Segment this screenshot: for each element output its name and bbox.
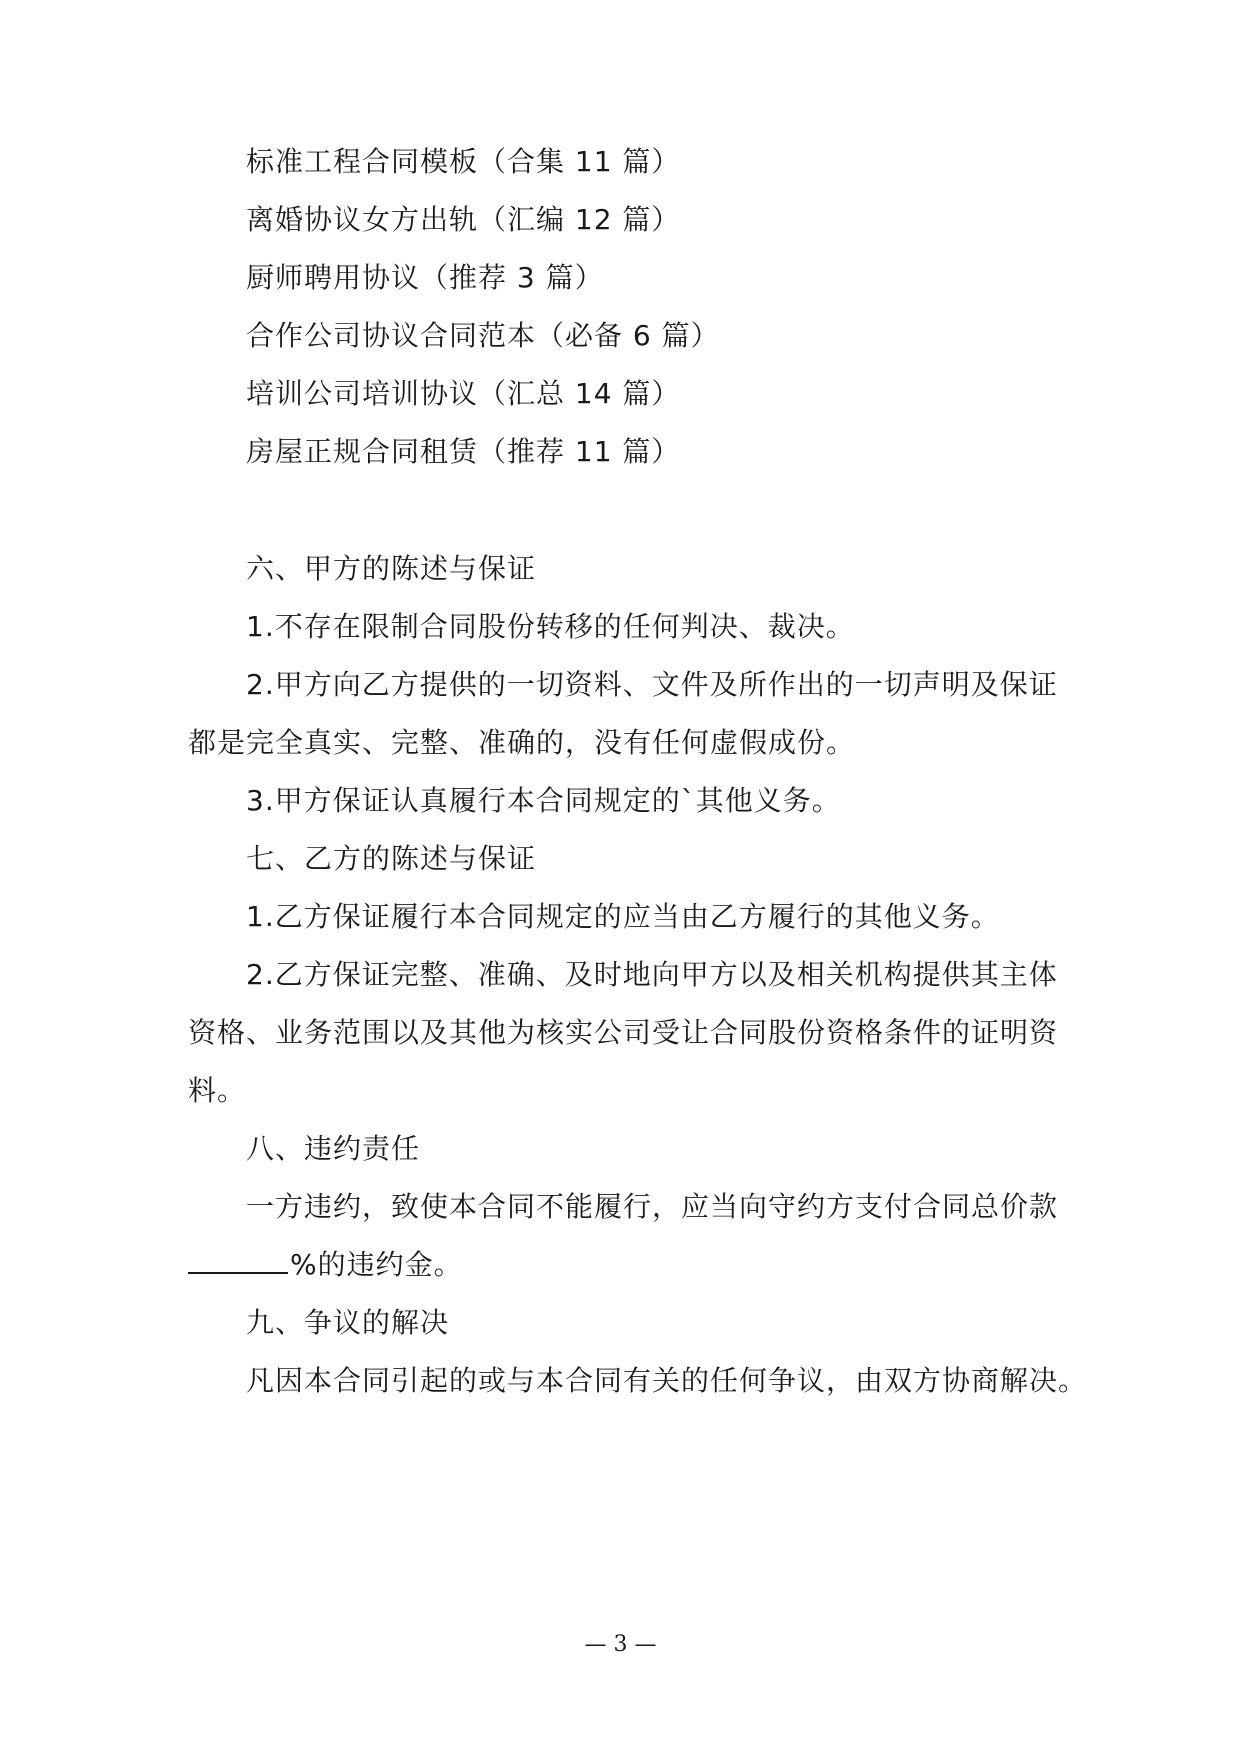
section-7-heading: 七、乙方的陈述与保证 bbox=[246, 842, 537, 875]
section-7-item-2-cont: 资格、业务范围以及其他为核实公司受让合同股份资格条件的证明资 bbox=[188, 1016, 1059, 1049]
related-link[interactable]: 厨师聘用协议（推荐 3 篇） bbox=[246, 261, 604, 294]
section-7-item-2-cont: 料。 bbox=[188, 1074, 247, 1107]
section-6-item-2-cont: 都是完全真实、完整、准确的，没有任何虚假成份。 bbox=[188, 726, 856, 759]
section-6-heading: 六、甲方的陈述与保证 bbox=[246, 552, 537, 585]
section-9-text: 凡因本合同引起的或与本合同有关的任何争议，由双方协商解决。 bbox=[246, 1364, 1088, 1397]
related-link[interactable]: 合作公司协议合同范本（必备 6 篇） bbox=[246, 319, 720, 352]
section-6-item-2: 2.甲方向乙方提供的一切资料、文件及所作出的一切声明及保证 bbox=[246, 668, 1058, 701]
section-7-item-1: 1.乙方保证履行本合同规定的应当由乙方履行的其他义务。 bbox=[246, 900, 1000, 933]
section-6-item-1: 1.不存在限制合同股份转移的任何判决、裁决。 bbox=[246, 610, 855, 643]
section-9-heading: 九、争议的解决 bbox=[246, 1306, 450, 1339]
related-link[interactable]: 标准工程合同模板（合集 11 篇） bbox=[246, 145, 681, 178]
related-link[interactable]: 房屋正规合同租赁（推荐 11 篇） bbox=[246, 435, 681, 468]
fill-in-blank[interactable] bbox=[188, 1246, 288, 1274]
section-6-item-3: 3.甲方保证认真履行本合同规定的`其他义务。 bbox=[246, 784, 841, 817]
section-8-text: 一方违约，致使本合同不能履行，应当向守约方支付合同总价款 bbox=[246, 1190, 1059, 1223]
section-8-text-cont bbox=[188, 1245, 463, 1285]
penalty-text: %的违约金。 bbox=[290, 1248, 463, 1281]
related-link[interactable]: 离婚协议女方出轨（汇编 12 篇） bbox=[246, 203, 681, 236]
related-link[interactable]: 培训公司培训协议（汇总 14 篇） bbox=[246, 377, 681, 410]
section-8-heading: 八、违约责任 bbox=[246, 1132, 421, 1165]
page-number: — 3 — bbox=[584, 1632, 657, 1657]
section-7-item-2: 2.乙方保证完整、准确、及时地向甲方以及相关机构提供其主体 bbox=[246, 958, 1058, 991]
